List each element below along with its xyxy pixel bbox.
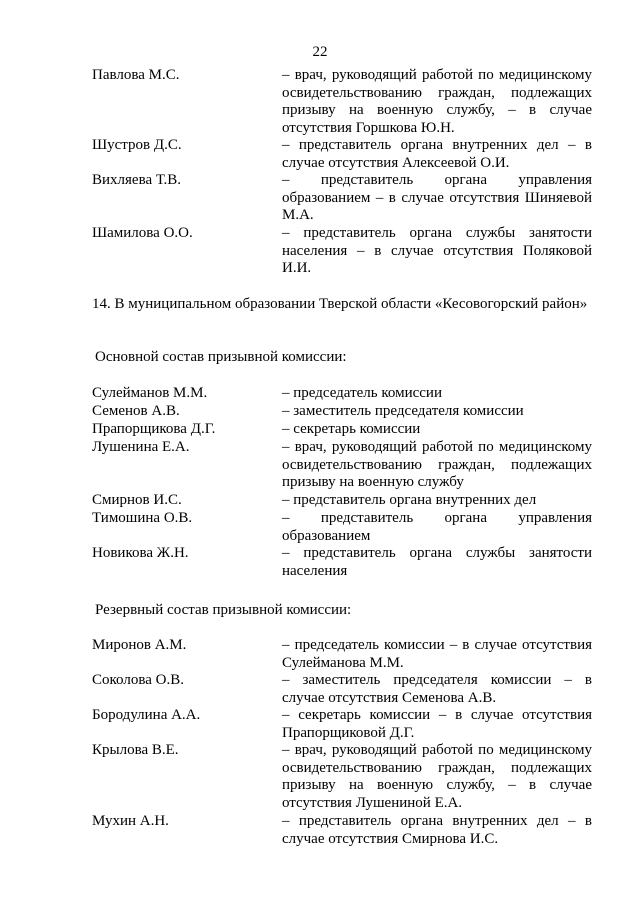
member-name: Бородулина А.А. — [92, 707, 201, 723]
member-role: – врач, руководящий работой по медицинскому освидетельствованию граждан, подлежащих призыву на военную службу, – в случае отсутствия Горшкова Ю.Н. — [282, 67, 592, 136]
member-name: Павлова М.С. — [92, 67, 180, 83]
member-role: – секретарь комиссии – в случае отсутствия Прапорщиковой Д.Г. — [282, 707, 592, 741]
member-role: – представитель органа внутренних дел — [282, 492, 537, 508]
member-role: – врач, руководящий работой по медицинскому освидетельствованию граждан, подлежащих призыву на военную службу — [282, 439, 592, 490]
member-name: Новикова Ж.Н. — [92, 545, 189, 561]
member-name: Шамилова О.О. — [92, 225, 193, 241]
member-role: – представитель органа внутренних дел – в случае отсутствия Смирнова И.С. — [282, 813, 592, 847]
page-number: 22 — [312, 44, 328, 60]
member-role: – заместитель председателя комиссии — [282, 403, 524, 419]
member-name: Крылова В.Е. — [92, 742, 179, 758]
member-row — [92, 403, 592, 421]
member-row — [92, 813, 592, 848]
member-row — [92, 672, 592, 707]
main-members-list — [92, 385, 592, 580]
member-row — [92, 137, 592, 172]
member-row — [92, 421, 592, 439]
member-name: Мухин А.Н. — [92, 813, 169, 829]
member-row — [92, 67, 592, 137]
main-composition-heading: Основной состав призывной комиссии: — [95, 349, 347, 365]
member-role: – представитель органа внутренних дел – в случае отсутствия Алексеевой О.И. — [282, 137, 592, 171]
member-row — [92, 707, 592, 742]
member-role: – представитель органа управления образованием – в случае отсутствия Шиняевой М.А. — [282, 172, 592, 223]
member-row — [92, 545, 592, 580]
member-row — [92, 742, 592, 813]
member-name: Семенов А.В. — [92, 403, 180, 419]
member-row — [92, 385, 592, 403]
member-role: – председатель комиссии – в случае отсутствия Сулейманова М.М. — [282, 637, 592, 671]
member-role: – представитель органа службы занятости населения – в случае отсутствия Поляковой И.И. — [282, 225, 592, 276]
member-role: – заместитель председателя комиссии – в случае отсутствия Семенова А.В. — [282, 672, 592, 706]
reserve-members-list — [92, 637, 592, 848]
member-role: – представитель органа службы занятости населения — [282, 545, 592, 579]
member-name: Вихляева Т.В. — [92, 172, 182, 188]
member-name: Прапорщикова Д.Г. — [92, 421, 216, 437]
member-role: – врач, руководящий работой по медицинскому освидетельствованию граждан, подлежащих призыву на военную службу, – в случае отсутствия Лушениной Е.А. — [282, 742, 592, 811]
member-role: – председатель комиссии — [282, 385, 442, 401]
member-row — [92, 172, 592, 225]
member-row — [92, 492, 592, 510]
member-name: Тимошина О.В. — [92, 510, 193, 526]
reserve-composition-heading: Резервный состав призывной комиссии: — [95, 602, 352, 618]
member-row — [92, 225, 592, 278]
member-name: Смирнов И.С. — [92, 492, 182, 508]
member-name: Сулейманов М.М. — [92, 385, 208, 401]
top-members-list — [92, 67, 592, 278]
section-heading: 14. В муниципальном образовании Тверской области «Кесовогорский район» — [92, 296, 588, 312]
member-role: – представитель органа управления образованием — [282, 510, 592, 544]
member-row — [92, 637, 592, 672]
member-row — [92, 439, 592, 492]
member-name: Шустров Д.С. — [92, 137, 182, 153]
member-role: – секретарь комиссии — [282, 421, 421, 437]
member-name: Соколова О.В. — [92, 672, 184, 688]
member-name: Миронов А.М. — [92, 637, 187, 653]
member-name: Лушенина Е.А. — [92, 439, 190, 455]
member-row — [92, 510, 592, 545]
